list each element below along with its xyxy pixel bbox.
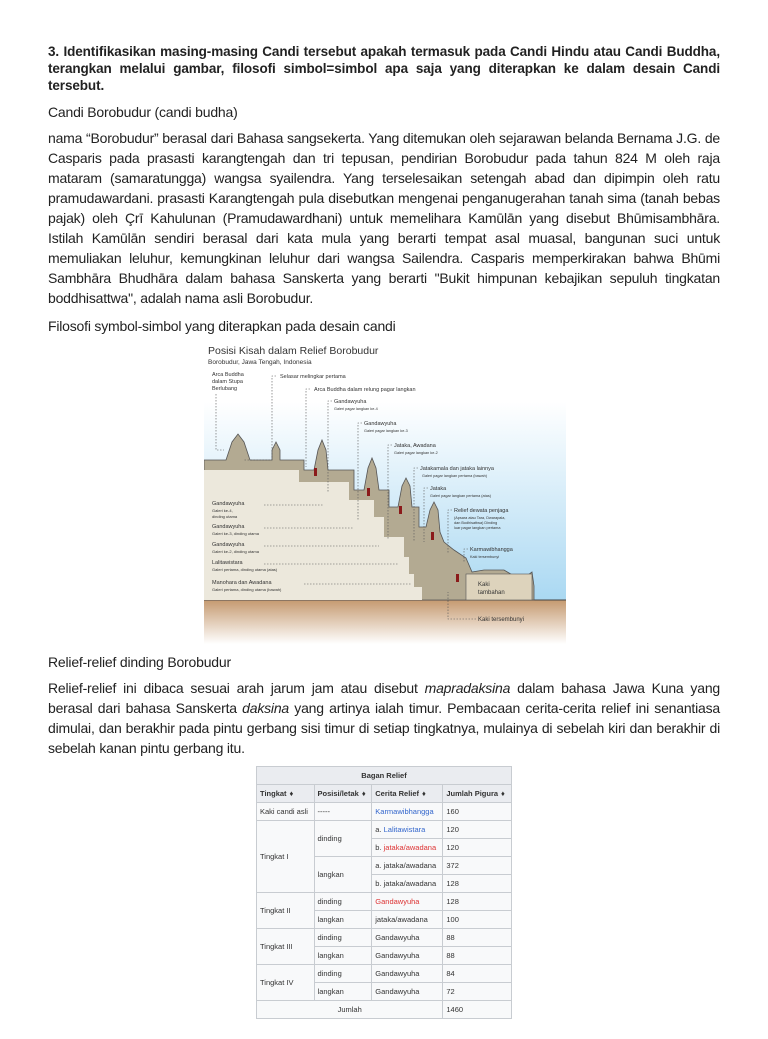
svg-text:Galeri pagar langkan pertama (: Galeri pagar langkan pertama (atas) — [430, 494, 491, 498]
link-jataka-awadana[interactable]: jataka/awadana — [383, 843, 437, 852]
table-row: b. jataka/awadana 120 — [257, 839, 512, 857]
svg-text:Gandawyuha: Gandawyuha — [334, 399, 367, 405]
table-total-row: Jumlah 1460 — [257, 1001, 512, 1019]
svg-text:Gandawyuha: Gandawyuha — [212, 501, 245, 507]
svg-text:Gandawyuha: Gandawyuha — [364, 421, 397, 427]
table-row: langkan Gandawyuha 88 — [257, 947, 512, 965]
section-title-filosofi: Filosofi symbol-simbol yang diterapkan pada desain candi — [48, 318, 396, 334]
svg-text:dan Bodhisattwa) Dinding: dan Bodhisattwa) Dinding — [454, 521, 498, 525]
table-row: Kaki candi asli ----- Karmawibhangga 160 — [257, 803, 512, 821]
table-row: langkan Gandawyuha 72 — [257, 983, 512, 1001]
table-row: b. jataka/awadana 128 — [257, 875, 512, 893]
table-row: Tingkat II dinding Gandawyuha 128 — [257, 893, 512, 911]
svg-text:Gandawyuha: Gandawyuha — [212, 542, 245, 548]
svg-text:Karmawibhangga: Karmawibhangga — [470, 547, 513, 553]
section-title-borobudur: Candi Borobudur (candi budha) — [48, 104, 238, 120]
column-header-tingkat[interactable]: Tingkat ♦ — [257, 785, 315, 803]
svg-text:Selasar melingkar pertama: Selasar melingkar pertama — [280, 374, 346, 380]
svg-text:Arca Buddha dalam relung pagar: Arca Buddha dalam relung pagar langkan — [314, 387, 416, 393]
table-row: langkan jataka/awadana 100 — [257, 911, 512, 929]
svg-text:Kaki tersembunyi: Kaki tersembunyi — [478, 617, 525, 623]
svg-text:Galeri pagar langkan ke-3: Galeri pagar langkan ke-3 — [364, 429, 408, 433]
svg-text:Galeri pertama, dinding utama: Galeri pertama, dinding utama (bawah) — [212, 587, 282, 592]
bagan-relief-table — [256, 766, 512, 1019]
svg-text:Galeri ke-3, dinding utama: Galeri ke-3, dinding utama — [212, 531, 259, 536]
sort-icon: ♦ — [361, 789, 366, 798]
svg-text:Kaki: Kaki — [478, 582, 490, 588]
svg-text:Galeri pagar langkan pertama (: Galeri pagar langkan pertama (bawah) — [422, 474, 488, 478]
svg-text:(Apsara atau Tara, Dwarapala,: (Apsara atau Tara, Dwarapala, — [454, 516, 506, 520]
column-header-posisi[interactable]: Posisi/letak ♦ — [314, 785, 372, 803]
svg-text:Relief dewata penjaga: Relief dewata penjaga — [454, 508, 509, 514]
svg-text:Arca Buddha: Arca Buddha — [212, 372, 244, 378]
svg-text:Galeri ke-4,: Galeri ke-4, — [212, 508, 233, 513]
svg-text:tambahan: tambahan — [478, 590, 505, 596]
column-header-cerita[interactable]: Cerita Relief ♦ — [372, 785, 443, 803]
sort-icon: ♦ — [422, 789, 426, 798]
svg-text:Gandawyuha: Gandawyuha — [212, 524, 245, 530]
section-title-relief: Relief-relief dinding Borobudur — [48, 654, 231, 670]
table-row: Tingkat IV dinding Gandawyuha 84 — [257, 965, 512, 983]
svg-text:Lalitawistara: Lalitawistara — [212, 560, 243, 566]
table-row: Tingkat I dinding a. Lalitawistara 120 — [257, 821, 512, 839]
link-lalitawistara[interactable]: Lalitawistara — [383, 825, 426, 834]
svg-text:dinding utama: dinding utama — [212, 514, 238, 519]
sort-icon: ♦ — [289, 789, 294, 798]
svg-text:Kaki tersembunyi: Kaki tersembunyi — [470, 555, 500, 559]
svg-text:dalam Stupa: dalam Stupa — [212, 379, 243, 385]
relief-reading-paragraph: Relief-relief ini dibaca sesuai arah jarum jam atau disebut mapradaksina dalam bahasa Jawa Kuna yang berasal dari bahasa Sanskerta daksina yang artinya ialah timur. Pembacaan cerita-cerita relief ini senantiasa dimulai, dan berakhir pada pintu gerbang sisi timur di setiap tingkatnya, mulainya di sebelah kiri dan berakhir di sebelah kanan pintu gerbang itu. — [48, 680, 720, 756]
table-caption: Bagan Relief — [257, 767, 512, 785]
link-gandawyuha[interactable]: Gandawyuha — [372, 893, 443, 911]
diagram-title: Posisi Kisah dalam Relief Borobudur — [208, 345, 379, 357]
kaki-tambahan-block — [466, 574, 532, 600]
svg-text:Jataka, Awadana: Jataka, Awadana — [394, 443, 436, 449]
question-heading: 3. Identifikasikan masing-masing Candi tersebut apakah termasuk pada Candi Hindu atau Candi Buddha, terangkan melalui gambar, filosofi simbol=simbol apa saja yang diterapkan ke dalam desain Candi tersebut. — [48, 44, 720, 93]
table-row: Tingkat III dinding Gandawyuha 88 — [257, 929, 512, 947]
svg-text:Berlubang: Berlubang — [212, 386, 238, 392]
borobudur-relief-diagram — [204, 342, 566, 644]
svg-text:Galeri pertama, dinding utama: Galeri pertama, dinding utama (atas) — [212, 567, 278, 572]
svg-text:Galeri ke-2, dinding utama: Galeri ke-2, dinding utama — [212, 549, 259, 554]
svg-text:Manohara dan Awadana: Manohara dan Awadana — [212, 580, 272, 586]
svg-text:Galeri pagar langkan ke-4: Galeri pagar langkan ke-4 — [334, 407, 378, 411]
column-header-jumlah[interactable]: Jumlah Pigura ♦ — [443, 785, 512, 803]
borobudur-history-paragraph: nama “Borobudur” berasal dari Bahasa sangsekerta. Yang ditemukan oleh sejarawan belanda Bernama J.G. de Casparis pada prasasti karangtengah dan tri tepusan, pendirian Borobudur pada tahun 824 M oleh raja mataram (samaratungga) wangsa syailendra. Yang terselesaikan setengah abad dan dipimpin oleh ratu pramudawardani. prasasti Karangtengah pula disebutkan mengenai penganugerahan tanah sima (tanah bebas pajak) oleh Çrī Kahulunan (Pramudawardhani) untuk memelihara Kamūlān yang disebut Bhūmisambhāra. Istilah Kamūlān sendiri berasal dari kata mula yang berarti tempat asal muasal, bangunan suci untuk memuliakan leluhur, kemungkinan leluhur dari wangsa Sailendra. Casparis memperkirakan bahwa Bhūmi Sambhāra Bhudhāra dalam bahasa Sanskerta yang berarti "Bukit himpunan kebajikan sepuluh tingkatan boddhisattwa", adalah nama asli Borobudur. — [48, 130, 720, 306]
svg-text:Jataka: Jataka — [430, 486, 447, 492]
svg-text:Galeri pagar langkan ke-2: Galeri pagar langkan ke-2 — [394, 451, 438, 455]
svg-text:luar pagar langkan pertama: luar pagar langkan pertama — [454, 526, 501, 530]
diagram-subtitle: Borobudur, Jawa Tengah, Indonesia — [208, 359, 312, 366]
link-karmawibhangga[interactable]: Karmawibhangga — [372, 803, 443, 821]
svg-text:Jatakamala dan jataka lainnya: Jatakamala dan jataka lainnya — [420, 466, 494, 472]
sort-icon: ♦ — [501, 789, 505, 798]
table-row: langkan a. jataka/awadana 372 — [257, 857, 512, 875]
